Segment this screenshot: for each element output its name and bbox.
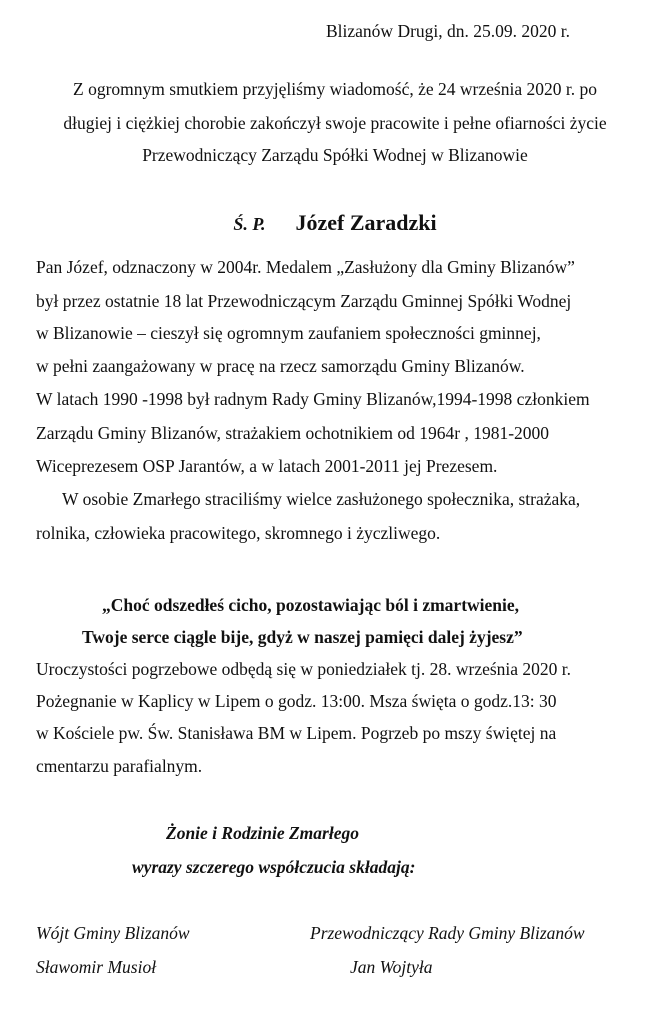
quote-line-2: Twoje serce ciągle bije, gdyż w naszej pamięci dalej żyjesz” (82, 627, 523, 647)
funeral-line-2: Pożegnanie w Kaplicy w Lipem o godz. 13:00. Msza święta o godz.13: 30 (36, 691, 557, 711)
biography-line-9: rolnika, człowieka pracowitego, skromnego i życzliwego. (36, 523, 441, 543)
place-date: Blizanów Drugi, dn. 25.09. 2020 r. (326, 21, 571, 41)
funeral-line-1: Uroczystości pogrzebowe odbędą się w poniedziałek tj. 28. września 2020 r. (36, 659, 572, 679)
announcement-line-1: Z ogromnym smutkiem przyjęliśmy wiadomość, że 24 września 2020 r. po (73, 79, 597, 99)
biography-line-2: był przez ostatnie 18 lat Przewodniczącym Zarządu Gminnej Spółki Wodnej (36, 291, 572, 311)
deceased-name: Józef Zaradzki (295, 210, 437, 235)
quote-line-1: „Choć odszedłeś cicho, pozostawiając ból i zmartwienie, (102, 595, 520, 615)
biography-line-3: w Blizanowie – cieszył się ogromnym zaufaniem społeczności gminnej, (36, 323, 541, 343)
signatory-right-name: Jan Wojtyła (350, 957, 433, 977)
signatory-left-title: Wójt Gminy Blizanów (36, 923, 190, 943)
biography-line-4: w pełni zaangażowany w pracę na rzecz samorządu Gminy Blizanów. (36, 356, 525, 376)
signatory-left-name: Sławomir Musioł (36, 957, 157, 977)
announcement-line-3: Przewodniczący Zarządu Spółki Wodnej w Blizanowie (142, 145, 528, 165)
biography-line-7: Wiceprezesem OSP Jarantów, a w latach 2001-2011 jej Prezesem. (36, 456, 498, 476)
funeral-line-3: w Kościele pw. Św. Stanisława BM w Lipem. Pogrzeb po mszy świętej na (36, 723, 557, 743)
deceased-heading (0, 210, 670, 236)
condolences-line-2: wyrazy szczerego współczucia składają: (132, 857, 416, 877)
biography-line-6: Zarządu Gminy Blizanów, strażakiem ochotnikiem od 1964r , 1981-2000 (36, 423, 550, 443)
funeral-line-4: cmentarzu parafialnym. (36, 756, 203, 776)
deceased-prefix: Ś. P. (233, 214, 266, 234)
signatory-right-title: Przewodniczący Rady Gminy Blizanów (310, 923, 585, 943)
biography-line-1: Pan Józef, odznaczony w 2004r. Medalem „Zasłużony dla Gminy Blizanów” (36, 257, 575, 277)
biography-line-8: W osobie Zmarłego straciliśmy wielce zasłużonego społecznika, strażaka, (62, 489, 581, 509)
announcement-line-2: długiej i ciężkiej chorobie zakończył swoje pracowite i pełne ofiarności życie (63, 113, 607, 133)
condolences-line-1: Żonie i Rodzinie Zmarłego (166, 823, 359, 843)
biography-line-5: W latach 1990 -1998 był radnym Rady Gminy Blizanów,1994-1998 członkiem (36, 389, 590, 409)
